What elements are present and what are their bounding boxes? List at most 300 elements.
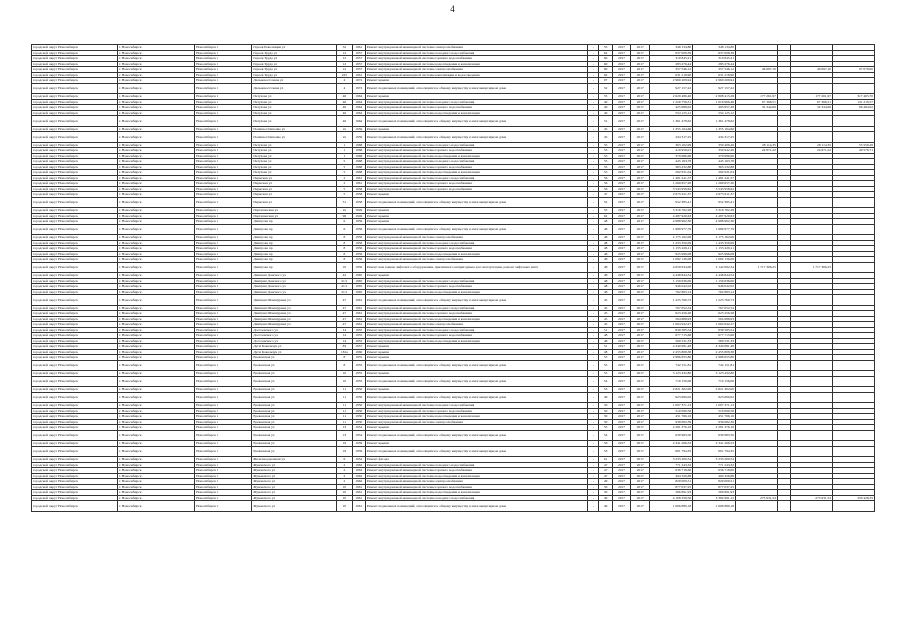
start-year-cell: 2017: [612, 462, 631, 468]
work-type-cell: Ремонт внутридомовой инженерной системы холодного водоснабжения: [365, 142, 588, 148]
extra-cost-cell: [736, 430, 778, 441]
district-cell: городской округ Новосибирск: [32, 83, 118, 94]
region-cell: Новосибирск г: [195, 170, 252, 176]
locality-cell: г. Новосибирск: [117, 414, 194, 420]
wear-cell: 54: [599, 430, 612, 441]
wear-cell: 97: [599, 78, 612, 84]
district-cell: городской округ Новосибирск: [32, 159, 118, 165]
year-cell: 1968: [352, 153, 365, 159]
year-cell: 1954: [352, 430, 365, 441]
region-cell: Новосибирск г: [195, 78, 252, 84]
house-cell: 47: [337, 311, 352, 317]
region-cell: Новосибирск г: [195, 142, 252, 148]
street-cell: Железнодорожная ул: [252, 457, 337, 463]
street-cell: Партизанская ул: [252, 213, 337, 219]
cost-fund-cell: 829 009,51: [693, 479, 736, 485]
locality-cell: г. Новосибирск: [117, 419, 194, 425]
year-cell: 1956: [352, 235, 365, 241]
street-cell: Героев Труда ул: [252, 61, 337, 67]
end-year-cell: 2017: [631, 78, 650, 84]
dash-cell: -: [588, 490, 599, 496]
cost-cell: 425 988,02: [650, 105, 693, 111]
end-year-cell: 2017: [631, 392, 650, 403]
locality-cell: г. Новосибирск: [117, 213, 194, 219]
street-cell: Жуковского ул: [252, 484, 337, 490]
year-cell: 1950: [352, 392, 365, 403]
extra-blank-cell: [777, 501, 790, 512]
wear-cell: 48: [599, 224, 612, 235]
cost-cell: 451 766,16: [650, 414, 693, 420]
wear-cell: 49: [599, 495, 612, 501]
locality-cell: г. Новосибирск: [117, 148, 194, 154]
cost-cell: 762 883,14: [650, 289, 693, 295]
region-cell: Новосибирск г: [195, 408, 252, 414]
extra-cost-3-cell: [832, 224, 874, 235]
start-year-cell: 2017: [612, 284, 631, 290]
district-cell: городской округ Новосибирск: [32, 170, 118, 176]
region-cell: Новосибирск г: [195, 72, 252, 78]
start-year-cell: 2017: [612, 392, 631, 403]
region-cell: Новосибирск г: [195, 322, 252, 328]
work-type-cell: Ремонт внутридомовой инженерной системы холодного водоснабжения: [365, 159, 588, 165]
end-year-cell: 2017: [631, 289, 650, 295]
house-cell: 46: [337, 110, 352, 116]
work-type-cell: Ремонт подвальных помещений, относящихся к общему имуществу в многоквартирном доме: [365, 501, 588, 512]
house-cell: 19: [337, 446, 352, 457]
end-year-cell: 2017: [631, 355, 650, 361]
cost-fund-cell: 283 276,44: [693, 61, 736, 67]
work-type-cell: Ремонт внутридомовой инженерной системы электроснабжения: [365, 45, 588, 51]
extra-cost-2-cell: [791, 116, 833, 127]
year-cell: 1950: [352, 414, 365, 420]
locality-cell: г. Новосибирск: [117, 262, 194, 273]
district-cell: городской округ Новосибирск: [32, 457, 118, 463]
extra-cost-cell: 1 717 306,25: [736, 262, 778, 273]
wear-cell: 53: [599, 387, 612, 393]
cost-cell: 1 433 350,09: [650, 240, 693, 246]
wear-cell: 50: [599, 484, 612, 490]
street-cell: Петухова ул: [252, 153, 337, 159]
district-cell: городской округ Новосибирск: [32, 462, 118, 468]
work-type-cell: Ремонт крыши: [365, 441, 588, 447]
district-cell: городской округ Новосибирск: [32, 490, 118, 496]
work-type-cell: Ремонт внутридомовой инженерной системы холодного водоснабжения: [365, 175, 588, 181]
work-type-cell: Ремонт внутридомовой инженерной системы горячего водоснабжения: [365, 181, 588, 187]
district-cell: городской округ Новосибирск: [32, 110, 118, 116]
end-year-cell: 2017: [631, 159, 650, 165]
year-cell: 1957: [352, 344, 365, 350]
district-cell: городской округ Новосибирск: [32, 316, 118, 322]
district-cell: городской округ Новосибирск: [32, 67, 118, 73]
work-type-cell: Ремонт крыши: [365, 78, 588, 84]
start-year-cell: 2017: [612, 501, 631, 512]
dash-cell: -: [588, 344, 599, 350]
end-year-cell: 2017: [631, 197, 650, 208]
extra-cost-3-cell: 97 078,90: [832, 67, 874, 73]
dash-cell: -: [588, 110, 599, 116]
work-type-cell: Ремонт внутридомовой инженерной системы электроснабжения: [365, 419, 588, 425]
house-cell: 11: [337, 387, 352, 393]
work-type-cell: Ремонт внутридомовой инженерной системы холодного водоснабжения: [365, 240, 588, 246]
extra-cost-3-cell: [832, 83, 874, 94]
extra-cost-2-cell: [791, 132, 833, 143]
locality-cell: г. Новосибирск: [117, 376, 194, 387]
start-year-cell: 2017: [612, 67, 631, 73]
extra-cost-2-cell: 24 871,22: [791, 148, 833, 154]
street-cell: Дмитрия Донского ул: [252, 284, 337, 290]
street-cell: Петухова ул: [252, 164, 337, 170]
street-cell: Достоевского ул: [252, 327, 337, 333]
wear-cell: 56: [599, 186, 612, 192]
year-cell: 1965: [352, 284, 365, 290]
cost-cell: 1 269 657,20: [650, 181, 693, 187]
end-year-cell: 2017: [631, 333, 650, 339]
house-cell: 96: [337, 213, 352, 219]
street-cell: Героев Труда ул: [252, 67, 337, 73]
wear-cell: 55: [599, 360, 612, 371]
house-cell: 2: [337, 181, 352, 187]
region-cell: Новосибирск г: [195, 94, 252, 100]
locality-cell: г. Новосибирск: [117, 192, 194, 198]
district-cell: городской округ Новосибирск: [32, 327, 118, 333]
locality-cell: г. Новосибирск: [117, 387, 194, 393]
dash-cell: -: [588, 441, 599, 447]
house-cell: 83: [337, 344, 352, 350]
cost-fund-cell: 1 433 350,09: [693, 240, 736, 246]
locality-cell: г. Новосибирск: [117, 344, 194, 350]
cost-cell: 560 531,33: [650, 338, 693, 344]
street-cell: Дмитрова пр: [252, 219, 337, 225]
region-cell: Новосибирск г: [195, 175, 252, 181]
cost-cell: 4 659 934,00: [650, 262, 693, 273]
region-cell: Новосибирск г: [195, 208, 252, 214]
work-type-cell: Ремонт или замена лифтового оборудования, признанного непригодным для эксплуатации, ремонт лифтовых шахт: [365, 262, 588, 273]
extra-cost-cell: 28 114,35: [736, 142, 778, 148]
cost-fund-cell: 1 361 478,62: [693, 116, 736, 127]
house-cell: 21/1: [337, 284, 352, 290]
work-type-cell: Ремонт фасада: [365, 457, 588, 463]
wear-cell: 55: [599, 148, 612, 154]
district-cell: городской округ Новосибирск: [32, 99, 118, 105]
extra-blank-cell: [777, 446, 790, 457]
work-type-cell: Ремонт внутридомовой инженерной системы горячего водоснабжения: [365, 311, 588, 317]
dash-cell: -: [588, 153, 599, 159]
work-type-cell: Ремонт внутридомовой инженерной системы электроснабжения: [365, 322, 588, 328]
work-type-cell: Ремонт внутридомовой инженерной системы электроснабжения: [365, 479, 588, 485]
work-type-cell: Ремонт подвальных помещений, относящихся к общему имуществу в многоквартирном доме: [365, 376, 588, 387]
wear-cell: 49: [599, 501, 612, 512]
start-year-cell: 2017: [612, 213, 631, 219]
year-cell: 1965: [352, 278, 365, 284]
wear-cell: 45: [599, 132, 612, 143]
wear-cell: 55: [599, 159, 612, 165]
extra-blank-cell: [777, 83, 790, 94]
cost-fund-cell: 2 675 611,37: [693, 192, 736, 198]
end-year-cell: 2017: [631, 284, 650, 290]
year-cell: 1958: [352, 186, 365, 192]
cost-cell: 566 891,93: [650, 490, 693, 496]
cost-cell: 363 232,88: [650, 164, 693, 170]
cost-fund-cell: 1 355 164,66: [693, 126, 736, 132]
cost-cell: 1 481 241,57: [650, 175, 693, 181]
wear-cell: 45: [599, 322, 612, 328]
house-cell: 12: [337, 67, 352, 73]
year-cell: 1956: [352, 219, 365, 225]
locality-cell: г. Новосибирск: [117, 484, 194, 490]
locality-cell: г. Новосибирск: [117, 219, 194, 225]
dash-cell: -: [588, 257, 599, 263]
end-year-cell: 2017: [631, 484, 650, 490]
start-year-cell: 2017: [612, 45, 631, 51]
start-year-cell: 2017: [612, 132, 631, 143]
cost-fund-cell: 839 585,54: [693, 327, 736, 333]
district-cell: городской округ Новосибирск: [32, 132, 118, 143]
house-cell: 6: [337, 224, 352, 235]
wear-cell: 45: [599, 311, 612, 317]
street-cell: Дмитрия Донского ул: [252, 278, 337, 284]
year-cell: 1961: [352, 45, 365, 51]
street-cell: Дмитрова пр: [252, 240, 337, 246]
house-cell: 2а: [337, 208, 352, 214]
end-year-cell: 2017: [631, 414, 650, 420]
street-cell: Жуковского ул: [252, 473, 337, 479]
end-year-cell: 2017: [631, 56, 650, 62]
dash-cell: -: [588, 430, 599, 441]
work-type-cell: Ремонт внутридомовой инженерной системы горячего водоснабжения: [365, 246, 588, 252]
street-cell: Ереванская ул: [252, 441, 337, 447]
extra-cost-2-cell: [791, 376, 833, 387]
extra-cost-cell: [736, 446, 778, 457]
street-cell: Дмитрова пр: [252, 257, 337, 263]
table-row: [32, 262, 875, 273]
house-cell: 11: [337, 419, 352, 425]
region-cell: Новосибирск г: [195, 235, 252, 241]
wear-cell: 55: [599, 170, 612, 176]
year-cell: 1968: [352, 164, 365, 170]
extra-cost-3-cell: 317 465,70: [832, 94, 874, 100]
house-cell: 5: [337, 159, 352, 165]
end-year-cell: 2017: [631, 105, 650, 111]
work-type-cell: Ремонт внутридомовой инженерной системы электроснабжения: [365, 235, 588, 241]
cost-fund-cell: 601 794,35: [693, 446, 736, 457]
dash-cell: -: [588, 311, 599, 317]
wear-cell: 48: [599, 246, 612, 252]
wear-cell: 48: [599, 333, 612, 339]
wear-cell: 55: [599, 425, 612, 431]
dash-cell: -: [588, 213, 599, 219]
wear-cell: 47: [599, 462, 612, 468]
table-row: [32, 116, 875, 127]
locality-cell: г. Новосибирск: [117, 142, 194, 148]
start-year-cell: 2017: [612, 61, 631, 67]
cost-cell: 2 629 480,40: [650, 94, 693, 100]
work-type-cell: Ремонт внутридомовой инженерной системы холодного водоснабжения: [365, 305, 588, 311]
locality-cell: г. Новосибирск: [117, 45, 194, 51]
work-type-cell: Ремонт внутридомовой инженерной системы горячего водоснабжения: [365, 408, 588, 414]
end-year-cell: 2017: [631, 246, 650, 252]
cost-fund-cell: 631 218,90: [693, 72, 736, 78]
region-cell: Новосибирск г: [195, 311, 252, 317]
work-type-cell: Ремонт внутридомовой инженерной системы горячего водоснабжения: [365, 148, 588, 154]
house-cell: 13: [337, 425, 352, 431]
work-type-cell: Ремонт внутридомовой инженерной системы водоотведения и канализации: [365, 289, 588, 295]
cost-fund-cell: 767 052,54: [693, 305, 736, 311]
locality-cell: г. Новосибирск: [117, 392, 194, 403]
wear-cell: 51: [599, 116, 612, 127]
house-cell: 21/1: [337, 289, 352, 295]
cost-fund-cell: 837 008,39: [693, 50, 736, 56]
house-cell: 6: [337, 219, 352, 225]
year-cell: 1950: [352, 419, 365, 425]
locality-cell: г. Новосибирск: [117, 105, 194, 111]
locality-cell: г. Новосибирск: [117, 67, 194, 73]
end-year-cell: 2017: [631, 219, 650, 225]
cost-cell: 4 487 920,63: [650, 213, 693, 219]
street-cell: Ереванская ул: [252, 387, 337, 393]
year-cell: 1955: [352, 371, 365, 377]
district-cell: городской округ Новосибирск: [32, 213, 118, 219]
locality-cell: г. Новосибирск: [117, 257, 194, 263]
dash-cell: -: [588, 501, 599, 512]
cost-cell: 4 340 081,48: [650, 344, 693, 350]
locality-cell: г. Новосибирск: [117, 473, 194, 479]
region-cell: Новосибирск г: [195, 387, 252, 393]
dash-cell: -: [588, 289, 599, 295]
cost-fund-cell: 348 134,80: [693, 45, 736, 51]
house-cell: 19: [337, 441, 352, 447]
dash-cell: -: [588, 78, 599, 84]
start-year-cell: 2017: [612, 208, 631, 214]
dash-cell: -: [588, 462, 599, 468]
start-year-cell: 2017: [612, 490, 631, 496]
wear-cell: 55: [599, 45, 612, 51]
extra-cost-2-cell: [791, 197, 833, 208]
region-cell: Новосибирск г: [195, 344, 252, 350]
cost-fund-cell: 3 123 432,80: [693, 371, 736, 377]
end-year-cell: 2017: [631, 457, 650, 463]
street-cell: Дмитрова пр: [252, 251, 337, 257]
work-type-cell: Ремонт внутридомовой инженерной системы водоотведения и канализации: [365, 61, 588, 67]
house-cell: 8: [337, 355, 352, 361]
district-cell: городской округ Новосибирск: [32, 56, 118, 62]
region-cell: Новосибирск г: [195, 501, 252, 512]
year-cell: 1959: [352, 126, 365, 132]
locality-cell: г. Новосибирск: [117, 83, 194, 94]
cost-fund-cell: 925 996,08: [693, 251, 736, 257]
start-year-cell: 2017: [612, 408, 631, 414]
start-year-cell: 2017: [612, 78, 631, 84]
start-year-cell: 2017: [612, 441, 631, 447]
cost-fund-cell: 359 406,49: [693, 142, 736, 148]
year-cell: 1961: [352, 484, 365, 490]
dash-cell: -: [588, 197, 599, 208]
street-cell: Ереванская ул: [252, 360, 337, 371]
cost-fund-cell: 939 082,39: [693, 419, 736, 425]
street-cell: Ереванская ул: [252, 414, 337, 420]
extra-blank-cell: [777, 376, 790, 387]
street-cell: Ереванская ул: [252, 408, 337, 414]
table-row: [32, 376, 875, 387]
end-year-cell: 2017: [631, 50, 650, 56]
locality-cell: г. Новосибирск: [117, 457, 194, 463]
house-cell: 2а: [337, 132, 352, 143]
start-year-cell: 2017: [612, 338, 631, 344]
table-row: [32, 501, 875, 512]
district-cell: городской округ Новосибирск: [32, 240, 118, 246]
year-cell: 1961: [352, 311, 365, 317]
house-cell: 11: [337, 392, 352, 403]
year-cell: 1961: [352, 175, 365, 181]
wear-cell: 48: [599, 349, 612, 355]
work-type-cell: Ремонт подвальных помещений, относящихся к общему имуществу в многоквартирном доме: [365, 116, 588, 127]
extra-blank-cell: [777, 295, 790, 306]
extra-cost-cell: 32 344,69: [736, 105, 778, 111]
cost-fund-cell: 1 155 229,11: [693, 246, 736, 252]
region-cell: Новосибирск г: [195, 273, 252, 279]
cost-cell: 837 008,39: [650, 50, 693, 56]
street-cell: Героев Труда ул: [252, 50, 337, 56]
region-cell: Новосибирск г: [195, 327, 252, 333]
street-cell: Дуси Ковальчук ул: [252, 349, 337, 355]
region-cell: Новосибирск г: [195, 246, 252, 252]
district-cell: городской округ Новосибирск: [32, 495, 118, 501]
district-cell: городской округ Новосибирск: [32, 105, 118, 111]
locality-cell: г. Новосибирск: [117, 186, 194, 192]
cost-cell: 1 064 942,27: [650, 322, 693, 328]
extra-cost-3-cell: [832, 360, 874, 371]
extra-blank-cell: [777, 392, 790, 403]
dash-cell: -: [588, 473, 599, 479]
end-year-cell: 2017: [631, 224, 650, 235]
work-type-cell: Ремонт крыши: [365, 208, 588, 214]
dash-cell: -: [588, 148, 599, 154]
district-cell: городской округ Новосибирск: [32, 414, 118, 420]
extra-cost-cell: [736, 392, 778, 403]
house-cell: 2: [337, 175, 352, 181]
house-cell: 4: [337, 83, 352, 94]
extra-cost-3-cell: [832, 197, 874, 208]
work-type-cell: Ремонт внутридомовой инженерной системы горячего водоснабжения: [365, 284, 588, 290]
wear-cell: 47: [599, 473, 612, 479]
work-type-cell: Ремонт внутридомовой инженерной системы холодного водоснабжения: [365, 50, 588, 56]
region-cell: Новосибирск г: [195, 186, 252, 192]
house-cell: 12: [337, 50, 352, 56]
cost-cell: 829 009,51: [650, 479, 693, 485]
house-cell: 5: [337, 170, 352, 176]
house-cell: 2: [337, 468, 352, 474]
dash-cell: -: [588, 224, 599, 235]
end-year-cell: 2017: [631, 132, 650, 143]
locality-cell: г. Новосибирск: [117, 78, 194, 84]
end-year-cell: 2017: [631, 327, 650, 333]
wear-cell: 48: [599, 235, 612, 241]
extra-blank-cell: [777, 262, 790, 273]
table-row: [32, 360, 875, 371]
district-cell: городской округ Новосибирск: [32, 333, 118, 339]
district-cell: городской округ Новосибирск: [32, 473, 118, 479]
end-year-cell: 2017: [631, 116, 650, 127]
start-year-cell: 2017: [612, 316, 631, 322]
street-cell: Пермская ул: [252, 192, 337, 198]
house-cell: 51: [337, 197, 352, 208]
street-cell: Ереванская ул: [252, 425, 337, 431]
dash-cell: -: [588, 419, 599, 425]
region-cell: Новосибирск г: [195, 99, 252, 105]
region-cell: Новосибирск г: [195, 181, 252, 187]
locality-cell: г. Новосибирск: [117, 208, 194, 214]
cost-fund-cell: 2 455 808,38: [693, 349, 736, 355]
cost-cell: 4 108 358,50: [650, 495, 693, 501]
